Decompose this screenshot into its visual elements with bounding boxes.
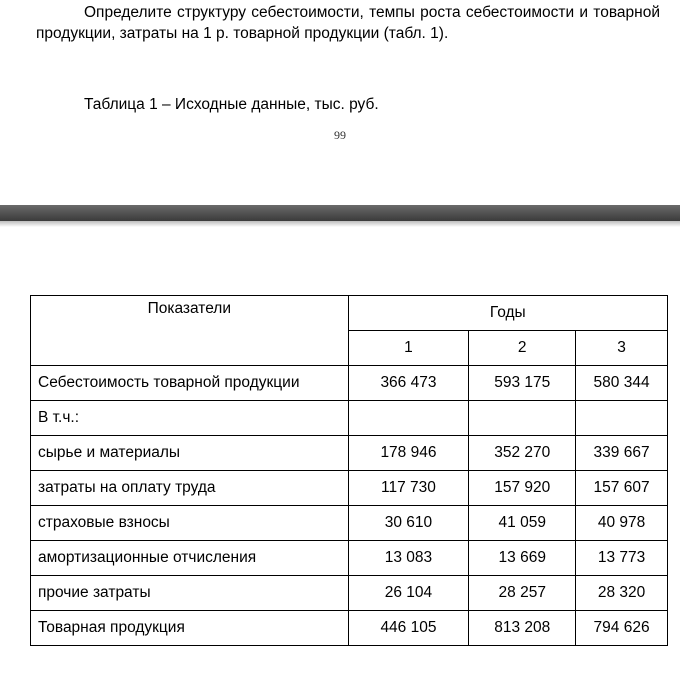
table-row [31, 436, 668, 471]
row-value-year-1: 13 083 [348, 541, 469, 576]
row-label: прочие затраты [31, 576, 349, 611]
row-label: страховые взносы [31, 506, 349, 541]
row-value-year-1: 366 473 [348, 366, 469, 401]
table-caption: Таблица 1 – Исходные данные, тыс. руб. [84, 96, 379, 113]
row-value-year-3: 157 607 [576, 471, 668, 506]
source-data-table [30, 295, 668, 646]
table-row [31, 401, 668, 436]
row-label: В т.ч.: [31, 401, 349, 436]
row-value-year-1: 178 946 [348, 436, 469, 471]
row-value-year-2: 352 270 [469, 436, 576, 471]
row-value-year-1 [348, 401, 469, 436]
page-break-bar [0, 205, 680, 221]
table-row [31, 611, 668, 646]
table-row [31, 471, 668, 506]
header-years: Годы [348, 296, 667, 331]
page-break-shadow [0, 221, 680, 227]
task-text [36, 2, 660, 44]
row-label: Себестоимость товарной продукции [31, 366, 349, 401]
task-paragraph: Определите структуру себестоимости, темпы роста себестоимости и товарной продукции, затраты на 1 р. товарной продукции (табл. 1). [36, 4, 660, 42]
row-value-year-3: 13 773 [576, 541, 668, 576]
header-year-3: 3 [576, 331, 668, 366]
header-indicators: Показатели [31, 296, 349, 366]
table-row [31, 541, 668, 576]
row-label: сырье и материалы [31, 436, 349, 471]
row-label: Товарная продукция [31, 611, 349, 646]
row-value-year-1: 446 105 [348, 611, 469, 646]
row-value-year-2: 157 920 [469, 471, 576, 506]
header-year-2: 2 [469, 331, 576, 366]
row-value-year-3: 580 344 [576, 366, 668, 401]
table-header-row [31, 296, 668, 331]
row-value-year-3: 339 667 [576, 436, 668, 471]
row-value-year-2: 41 059 [469, 506, 576, 541]
row-value-year-3: 794 626 [576, 611, 668, 646]
row-label: затраты на оплату труда [31, 471, 349, 506]
row-value-year-2: 13 669 [469, 541, 576, 576]
row-value-year-2: 28 257 [469, 576, 576, 611]
row-value-year-2: 593 175 [469, 366, 576, 401]
page-number: 99 [334, 128, 346, 142]
row-value-year-3 [576, 401, 668, 436]
table-row [31, 576, 668, 611]
row-value-year-3: 28 320 [576, 576, 668, 611]
header-year-1: 1 [348, 331, 469, 366]
row-value-year-1: 30 610 [348, 506, 469, 541]
row-value-year-1: 117 730 [348, 471, 469, 506]
table-row [31, 366, 668, 401]
row-value-year-3: 40 978 [576, 506, 668, 541]
table-row [31, 506, 668, 541]
row-label: амортизационные отчисления [31, 541, 349, 576]
row-value-year-1: 26 104 [348, 576, 469, 611]
document-page [0, 0, 680, 205]
row-value-year-2 [469, 401, 576, 436]
row-value-year-2: 813 208 [469, 611, 576, 646]
